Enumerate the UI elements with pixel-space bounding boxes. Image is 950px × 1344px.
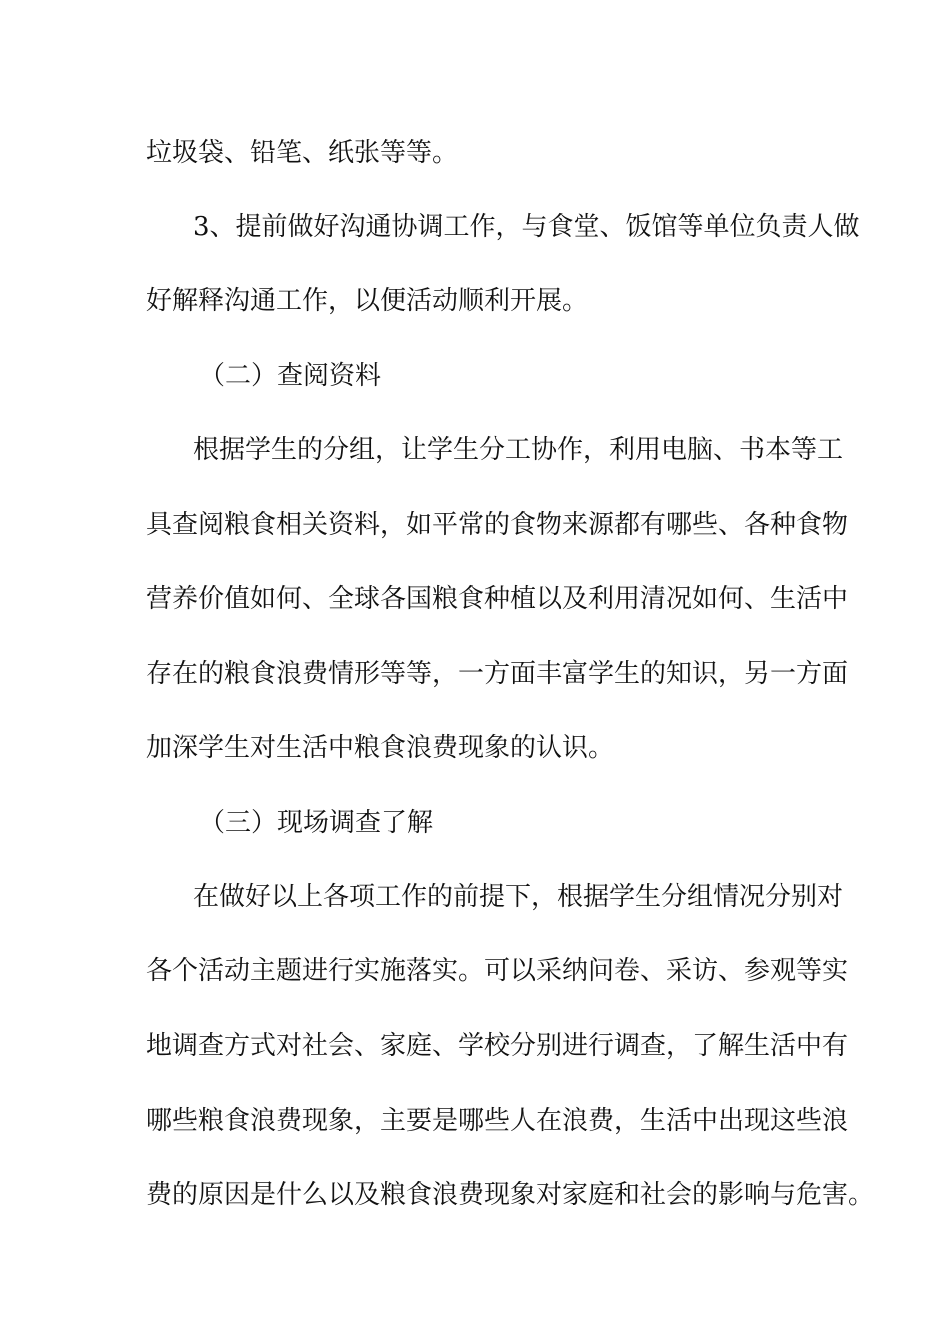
- paragraph-line: 各个活动主题进行实施落实。可以采纳问卷、采访、参观等实: [146, 956, 849, 986]
- paragraph-line: 营养价值如何、全球各国粮食种植以及利用清况如何、生活中: [146, 584, 849, 614]
- text-line: 垃圾袋、铅笔、纸张等等。: [146, 138, 459, 168]
- list-item-3: 3、提前做好沟通协调工作，与食堂、饭馆等单位负责人做: [193, 212, 860, 242]
- paragraph-line: 具查阅粮食相关资料，如平常的食物来源都有哪些、各种食物: [146, 510, 849, 540]
- section-heading: （三）现场调查了解: [199, 808, 434, 838]
- paragraph-line: 根据学生的分组，让学生分工协作，利用电脑、书本等工: [193, 435, 844, 465]
- section-heading: （二）查阅资料: [199, 361, 382, 391]
- paragraph-line: 费的原因是什么以及粮食浪费现象对家庭和社会的影响与危害。: [146, 1180, 875, 1210]
- paragraph-line: 加深学生对生活中粮食浪费现象的认识。: [146, 733, 615, 763]
- paragraph-line: 存在的粮食浪费情形等等，一方面丰富学生的知识，另一方面: [146, 659, 849, 689]
- paragraph-line: 在做好以上各项工作的前提下，根据学生分组情况分别对: [193, 882, 844, 912]
- paragraph-line: 哪些粮食浪费现象，主要是哪些人在浪费，生活中出现这些浪: [146, 1106, 849, 1136]
- text-line: 好解释沟通工作，以便活动顺利开展。: [146, 286, 589, 316]
- paragraph-line: 地调查方式对社会、家庭、学校分别进行调查，了解生活中有: [146, 1031, 849, 1061]
